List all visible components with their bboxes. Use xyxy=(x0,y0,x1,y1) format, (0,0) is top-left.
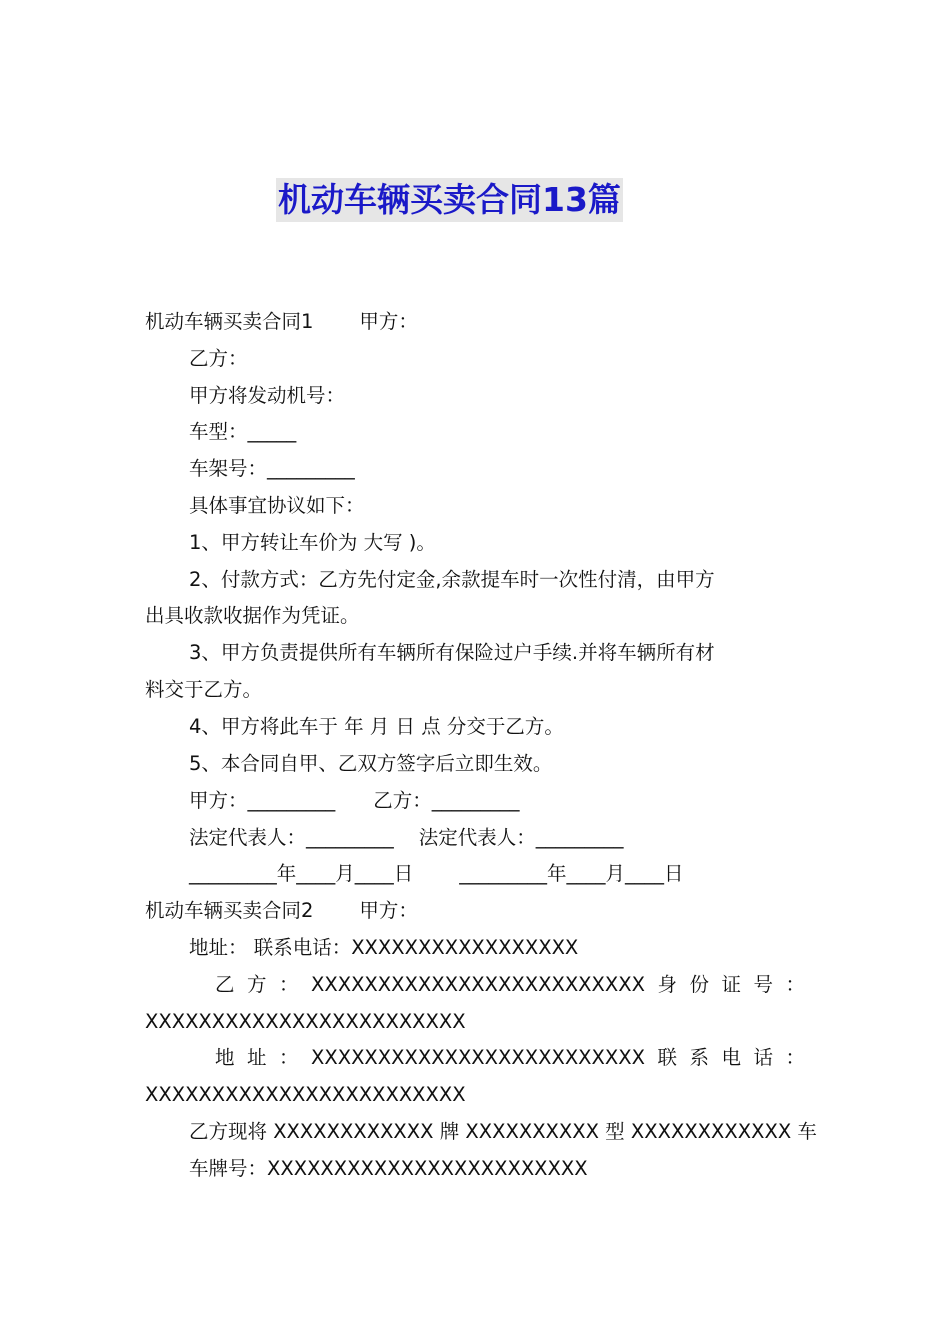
text-char: ： xyxy=(279,973,299,996)
contract1-item4: 4、甲方将此车于 年 月 日 点 分交于乙方。 xyxy=(189,715,564,738)
contract2-party-a: 甲方： xyxy=(359,899,418,922)
text-char: 电 xyxy=(721,1046,741,1069)
contract2-addr-phone: 地址： 联系电话：XXXXXXXXXXXXXXXXX xyxy=(189,936,579,959)
text-char: 号 xyxy=(753,973,773,996)
document-title: 机动车辆买卖合同13篇 xyxy=(276,178,623,222)
contract1-sign-row xyxy=(189,788,520,814)
text-char: ： xyxy=(785,973,805,996)
contract1-party-b: 乙方： xyxy=(189,347,248,370)
rep-party-a: 法定代表人：_________ xyxy=(189,826,394,849)
contract1-heading-row xyxy=(145,309,418,335)
text-char: XXXXXXXXXXXXXXXXXXXXXXXXX xyxy=(311,973,645,996)
contract2-phone-number: XXXXXXXXXXXXXXXXXXXXXXXX xyxy=(145,1083,466,1106)
text-char: 份 xyxy=(689,973,709,996)
contract1-rep-row xyxy=(189,825,624,851)
text-char: ： xyxy=(279,1046,299,1069)
text-char: 身 xyxy=(657,973,677,996)
contract2-party-b-row xyxy=(145,972,805,998)
text-char: 地 xyxy=(215,1046,235,1069)
text-char: 址 xyxy=(247,1046,267,1069)
contract1-item2-line2: 出具收款收据作为凭证。 xyxy=(145,604,360,627)
contract2-heading: 机动车辆买卖合同2 xyxy=(145,899,314,922)
contract1-party-a: 甲方： xyxy=(359,310,418,333)
contract1-item2-line1: 2、付款方式：乙方先付定金,余款提车时一次性付清，由甲方 xyxy=(189,568,715,591)
contract2-vehicle: 乙方现将 XXXXXXXXXXXX 牌 XXXXXXXXXX 型 XXXXXXXXXXXX 车 xyxy=(189,1120,817,1143)
contract1-frame: 车架号：_________ xyxy=(189,457,355,480)
text-char: 联 xyxy=(657,1046,677,1069)
contract1-item3-line1: 3、甲方负责提供所有车辆所有保险过户手续.并将车辆所有材 xyxy=(189,641,715,664)
contract1-date-row xyxy=(189,861,684,887)
contract1-item3-line2: 料交于乙方。 xyxy=(145,678,263,701)
text-char: 系 xyxy=(689,1046,709,1069)
text-char: 话 xyxy=(753,1046,773,1069)
sign-party-a: 甲方：_________ xyxy=(189,789,336,812)
contract1-agree: 具体事宜协议如下： xyxy=(189,494,365,517)
contract2-heading-row xyxy=(145,898,418,924)
text-char: 乙 xyxy=(215,973,235,996)
contract2-address-row xyxy=(145,1045,805,1071)
text-char: 方 xyxy=(247,973,267,996)
date-party-a: _________年____月____日 xyxy=(189,862,414,885)
text-char: 证 xyxy=(721,973,741,996)
contract1-item1: 1、甲方转让车价为 大写 )。 xyxy=(189,531,436,554)
contract2-id-number: XXXXXXXXXXXXXXXXXXXXXXXX xyxy=(145,1010,466,1033)
text-char: XXXXXXXXXXXXXXXXXXXXXXXXX xyxy=(311,1046,645,1069)
rep-party-b: 法定代表人：_________ xyxy=(418,826,624,849)
text-char: ： xyxy=(785,1046,805,1069)
contract1-heading: 机动车辆买卖合同1 xyxy=(145,310,314,333)
sign-party-b: 乙方：_________ xyxy=(373,789,520,812)
contract1-model: 车型：_____ xyxy=(189,420,297,443)
contract1-item5: 5、本合同自甲、乙双方签字后立即生效。 xyxy=(189,752,553,775)
date-party-b: _________年____月____日 xyxy=(459,862,684,885)
contract2-plate: 车牌号：XXXXXXXXXXXXXXXXXXXXXXXX xyxy=(189,1157,588,1180)
contract1-engine: 甲方将发动机号： xyxy=(189,384,346,407)
